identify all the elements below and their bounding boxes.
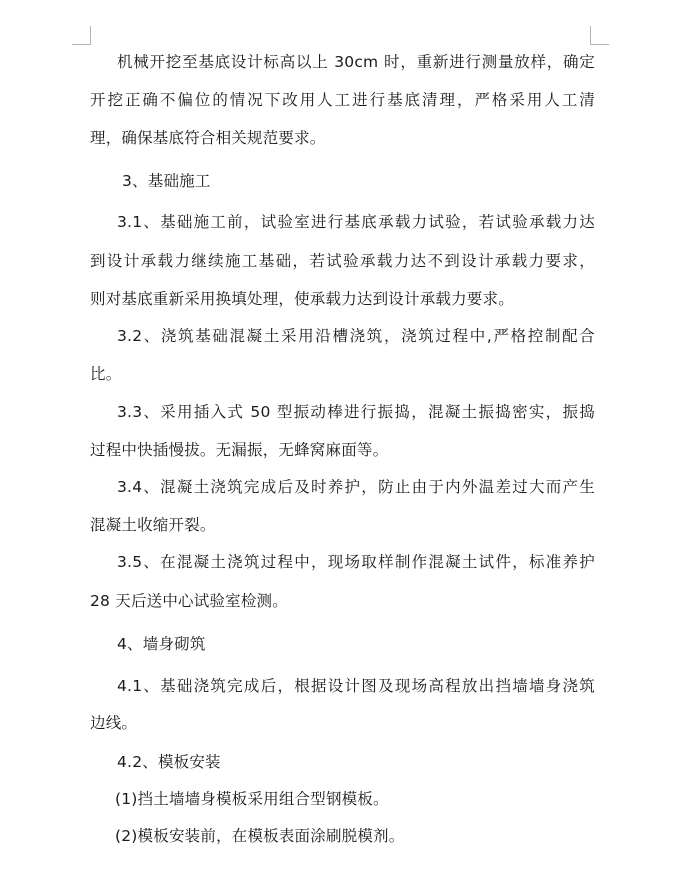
list-item: (2)模板安装前，在模板表面涂刷脱模剂。	[115, 827, 405, 845]
paragraph-line: 到设计承载力继续施工基础，若试验承载力达不到设计承载力要求，	[90, 252, 595, 270]
paragraph-line: 28 天后送中心试验室检测。	[90, 592, 288, 610]
section-heading-4: 4、墙身砌筑	[117, 635, 206, 653]
list-item: (1)挡土墙墙身模板采用组合型钢模板。	[115, 790, 389, 808]
paragraph-line: 边线。	[90, 714, 138, 732]
paragraph-line: 则对基底重新采用换填处理，使承载力达到设计承载力要求。	[90, 290, 514, 308]
paragraph-line: 混凝土收缩开裂。	[90, 516, 216, 534]
paragraph-line: 3.4、混凝土浇筑完成后及时养护，防止由于内外温差过大而产生	[117, 478, 595, 496]
paragraph-line: 3.2、浇筑基础混凝土采用沿槽浇筑，浇筑过程中,严格控制配合	[117, 327, 595, 345]
paragraph-line: 理，确保基底符合相关规范要求。	[90, 129, 326, 147]
crop-mark-top-right	[590, 26, 609, 45]
subsection-heading: 4.2、模板安装	[117, 753, 221, 771]
paragraph-line: 3.3、采用插入式 50 型振动棒进行振捣，混凝土振捣密实，振捣	[117, 403, 595, 421]
paragraph-line: 机械开挖至基底设计标高以上 30cm 时，重新进行测量放样，确定	[117, 53, 595, 71]
paragraph-line: 开挖正确不偏位的情况下改用人工进行基底清理，严格采用人工清	[90, 91, 595, 109]
paragraph-line: 比。	[90, 365, 122, 383]
paragraph-line: 过程中快插慢拔。无漏振，无蜂窝麻面等。	[90, 441, 389, 459]
section-heading-3: 3、基础施工	[122, 172, 211, 190]
paragraph-line: 4.1、基础浇筑完成后，根据设计图及现场高程放出挡墙墙身浇筑	[117, 677, 595, 695]
paragraph-line: 3.1、基础施工前，试验室进行基底承载力试验，若试验承载力达	[117, 213, 595, 231]
crop-mark-top-left	[72, 26, 91, 45]
paragraph-line: 3.5、在混凝土浇筑过程中，现场取样制作混凝土试件，标准养护	[117, 553, 595, 571]
